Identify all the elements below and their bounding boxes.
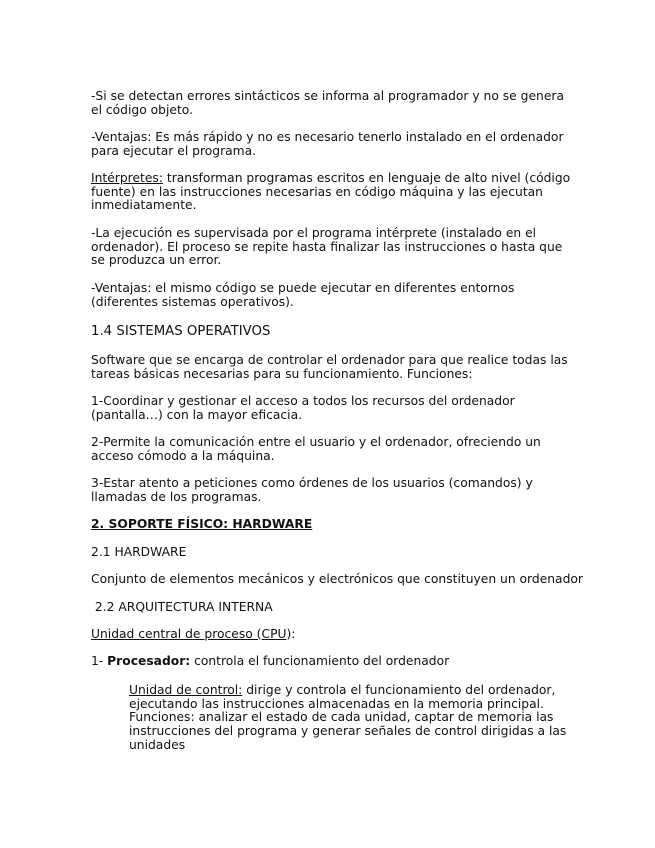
paragraph-os-definition: Software que se encarga de controlar el ordenador para que realice todas las tareas básicas necesarias para su funcionamiento. Funciones: xyxy=(91,353,568,381)
paragraph-interpreters xyxy=(91,172,571,213)
term-unidad-control: Unidad de control: xyxy=(129,683,243,697)
paragraph-procesador xyxy=(91,655,571,669)
procesador-number: 1- xyxy=(91,654,108,668)
heading-hardware: 2.1 HARDWARE xyxy=(91,545,187,559)
heading-soporte-fisico: 2. SOPORTE FÍSICO: HARDWARE xyxy=(91,517,313,531)
paragraph-compiler-advantages: -Ventajas: Es más rápido y no es necesario tenerlo instalado en el ordenador para ejecutar el programa. xyxy=(91,130,564,158)
unidad-control-text: dirige y controla el funcionamiento del ordenador, ejecutando las instrucciones almacenadas en la memoria principal. Funciones: analizar el estado de cada unidad, captar de memoria las instrucciones del programa y generar señales de control dirigidas a las unidades xyxy=(129,683,567,752)
paragraph-unidad-control xyxy=(129,684,569,753)
term-procesador: Procesador: xyxy=(107,654,191,668)
paragraph-execution-supervised: -La ejecución es supervisada por el programa intérprete (instalado en el ordenador). El proceso se repite hasta finalizar las instrucciones o hasta que se produzca un error. xyxy=(91,226,563,268)
term-cpu: Unidad central de proceso (CPU xyxy=(91,627,287,641)
paragraph-os-function-3: 3-Estar atento a peticiones como órdenes de los usuarios (comandos) y llamadas de los programas. xyxy=(91,476,533,504)
paragraph-os-function-2: 2-Permite la comunicación entre el usuario y el ordenador, ofreciendo un acceso cómodo a la máquina. xyxy=(91,435,541,463)
paragraph-hardware-definition: Conjunto de elementos mecánicos y electrónicos que constituyen un ordenador xyxy=(91,572,583,586)
paragraph-interpreter-advantages: -Ventajas: el mismo código se puede ejecutar en diferentes entornos (diferentes sistemas operativos). xyxy=(91,281,515,309)
cpu-tail: ): xyxy=(286,627,296,641)
paragraph-syntax-errors: -Si se detectan errores sintácticos se informa al programador y no se genera el código objeto. xyxy=(91,89,564,117)
heading-sistemas-operativos: 1.4 SISTEMAS OPERATIVOS xyxy=(91,324,271,339)
heading-arquitectura-interna: 2.2 ARQUITECTURA INTERNA xyxy=(91,600,273,614)
paragraph-os-function-1: 1-Coordinar y gestionar el acceso a todos los recursos del ordenador (pantalla…) con la mayor eficacia. xyxy=(91,394,515,422)
paragraph-cpu xyxy=(91,628,571,642)
procesador-text: controla el funcionamiento del ordenador xyxy=(190,654,450,668)
term-interpretes: Intérpretes: xyxy=(91,171,163,185)
interpreters-text: transforman programas escritos en lenguaje de alto nivel (código fuente) en las instrucciones necesarias en código máquina y las ejecutan inmediatamente. xyxy=(91,171,571,213)
